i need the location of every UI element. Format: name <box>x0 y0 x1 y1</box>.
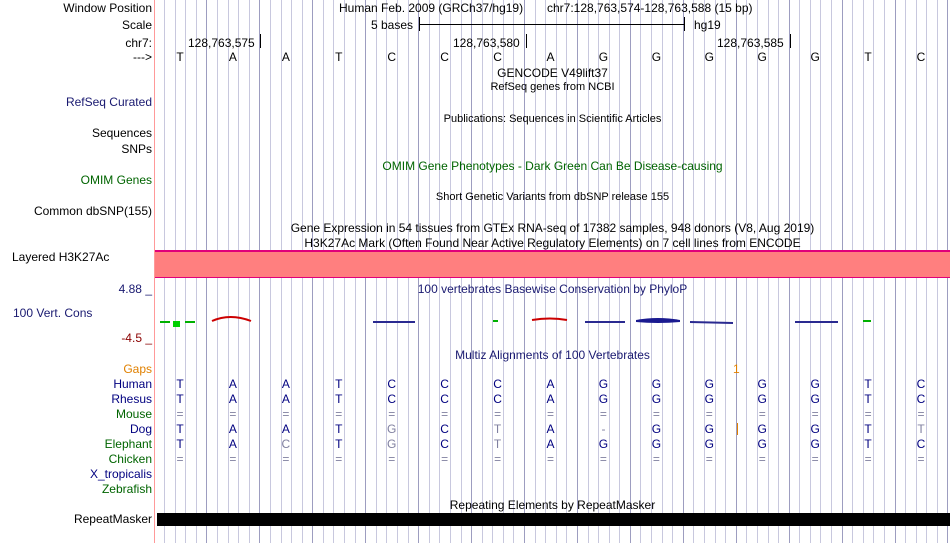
ref-base: T <box>335 50 343 64</box>
scale-label: Scale <box>121 18 152 32</box>
ref-base: T <box>864 50 872 64</box>
alignment-base: G <box>651 422 662 436</box>
ref-base: A <box>228 50 237 64</box>
alignment-base: = <box>282 407 290 421</box>
alignment-base: A <box>228 422 237 436</box>
alignment-base: T <box>864 392 872 406</box>
alignment-base: A <box>281 377 290 391</box>
alignment-base: G <box>651 437 662 451</box>
alignment-base: A <box>546 437 555 451</box>
repeatmasker-label[interactable]: RepeatMasker <box>73 512 152 526</box>
alignment-base: G <box>387 422 397 436</box>
alignment-base: G <box>757 437 767 451</box>
publications-track-title[interactable]: Publications: Sequences in Scientific Articles <box>443 113 662 125</box>
alignment-base: = <box>282 452 290 466</box>
chrom-label: chr7: <box>125 36 152 50</box>
alignment-base: C <box>440 392 449 406</box>
phylop-peak <box>212 317 251 321</box>
alignment-base: C <box>387 377 397 391</box>
alignment-base: = <box>229 407 237 421</box>
alignment-base: = <box>705 452 713 466</box>
alignment-base: G <box>704 437 714 451</box>
alignment-base: A <box>546 392 555 406</box>
scale-db: hg19 <box>694 18 721 32</box>
sequences-label[interactable]: Sequences <box>91 126 152 140</box>
alignment-base: T <box>335 422 343 436</box>
alignment-base: C <box>387 392 397 406</box>
tick-mark-2 <box>526 34 527 48</box>
alignment-base: T <box>864 377 872 391</box>
ref-base: G <box>651 50 662 64</box>
window-position-label: Window Position <box>63 1 152 15</box>
species-label[interactable]: Mouse <box>115 407 152 421</box>
phylop-peak <box>636 318 680 323</box>
alignment-base: = <box>335 407 343 421</box>
alignment-base: G <box>810 392 820 406</box>
alignment-base: T <box>493 422 502 436</box>
alignment-base: G <box>598 437 609 451</box>
alignment-base: G <box>757 377 767 391</box>
alignment-base: G <box>704 392 714 406</box>
cons-max-label: 4.88 _ <box>118 282 152 296</box>
alignment-base: T <box>335 392 343 406</box>
alignment-base: G <box>651 392 662 406</box>
alignment-base: T <box>176 392 184 406</box>
tick-label-1: 128,763,575 <box>188 36 255 50</box>
dog-insertion-mark <box>737 423 738 435</box>
alignment-base: = <box>864 452 872 466</box>
tick-label-3: 128,763,585 <box>717 36 784 50</box>
phylop-bar <box>160 321 170 323</box>
gaps-label[interactable]: Gaps <box>123 362 152 376</box>
alignment-base: C <box>440 422 449 436</box>
alignment-base: = <box>758 407 766 421</box>
alignment-base: = <box>546 407 554 421</box>
ref-base: C <box>440 50 449 64</box>
alignment-base: = <box>811 452 819 466</box>
phylop-bar <box>173 321 180 327</box>
alignment-base: G <box>387 437 397 451</box>
alignment-base: = <box>441 407 449 421</box>
alignment-base: = <box>599 407 607 421</box>
h3k27ac-track-title[interactable]: H3K27Ac Mark (Often Found Near Active Regulatory Elements) on 7 cell lines from ENCODE <box>304 236 801 250</box>
alignment-base: G <box>651 377 662 391</box>
species-label[interactable]: Dog <box>129 422 152 436</box>
phylop-wiggle[interactable] <box>155 308 950 330</box>
alignment-base: A <box>281 392 290 406</box>
phylop-bar <box>185 321 195 323</box>
alignment-base: A <box>228 392 237 406</box>
alignment-base: C <box>281 437 291 451</box>
scale-text: 5 bases <box>371 18 414 32</box>
repeatmasker-bar[interactable] <box>157 513 950 526</box>
alignment-base: = <box>441 452 449 466</box>
strand-label: ---> <box>133 50 152 64</box>
alignment-base: G <box>704 377 714 391</box>
omim-genes-label[interactable]: OMIM Genes <box>80 173 152 187</box>
alignment-base: = <box>494 452 502 466</box>
alignment-base: = <box>811 407 819 421</box>
alignment-base: = <box>388 407 396 421</box>
cons-min-label: -4.5 _ <box>121 331 152 345</box>
omim-track-title[interactable]: OMIM Gene Phenotypes - Dark Green Can Be Disease-causing <box>382 159 723 173</box>
alignment-base: = <box>229 452 237 466</box>
ref-base: G <box>810 50 820 64</box>
ref-base: G <box>704 50 714 64</box>
vert-cons-label[interactable]: 100 Vert. Cons <box>13 306 93 320</box>
alignment-base: = <box>758 452 766 466</box>
alignment-base: T <box>864 422 872 436</box>
alignment-base: = <box>917 452 925 466</box>
species-label[interactable]: Rhesus <box>111 392 152 406</box>
alignment-base: G <box>598 377 609 391</box>
scale-bar <box>420 24 684 25</box>
alignment-base: - <box>601 422 606 436</box>
alignment-base: = <box>652 407 660 421</box>
alignment-base: G <box>810 377 820 391</box>
ref-base: C <box>916 50 926 64</box>
alignment-base: C <box>440 437 449 451</box>
ref-base: G <box>598 50 609 64</box>
species-label[interactable]: Chicken <box>108 452 152 466</box>
ref-base: T <box>176 50 184 64</box>
tick-mark-3 <box>790 34 791 48</box>
alignment-base: A <box>546 422 555 436</box>
alignment-base: = <box>864 407 872 421</box>
multiz-track-title[interactable]: Multiz Alignments of 100 Vertebrates <box>455 348 650 362</box>
alignment-base: = <box>599 452 607 466</box>
layered-h3k27ac-label[interactable]: Layered H3K27Ac <box>12 250 110 264</box>
ref-base: C <box>387 50 397 64</box>
alignment-base: = <box>917 407 925 421</box>
alignment-base: = <box>705 407 713 421</box>
alignment-base: = <box>494 407 502 421</box>
alignment-base: G <box>598 392 609 406</box>
species-label[interactable]: X_tropicalis <box>89 467 152 481</box>
alignment-base: T <box>176 377 184 391</box>
alignment-base: = <box>335 452 343 466</box>
alignment-base: T <box>176 437 184 451</box>
phylop-bar <box>690 322 733 323</box>
alignment-base: A <box>228 377 237 391</box>
alignment-base: A <box>281 422 290 436</box>
alignment-base: G <box>704 422 714 436</box>
species-label[interactable]: Elephant <box>104 437 152 451</box>
alignment-base: G <box>757 422 767 436</box>
ref-base: G <box>757 50 767 64</box>
alignment-base: A <box>228 437 237 451</box>
alignment-base: T <box>493 437 502 451</box>
alignment-base: C <box>493 392 502 406</box>
alignment-base: T <box>335 377 343 391</box>
alignment-base: T <box>335 437 343 451</box>
alignment-base: = <box>388 452 396 466</box>
alignment-base: T <box>864 437 872 451</box>
repeat-track-title[interactable]: Repeating Elements by RepeatMasker <box>449 498 656 512</box>
alignment-base: T <box>176 422 184 436</box>
alignment-base: C <box>440 377 449 391</box>
phylop-track-title[interactable]: 100 vertebrates Basewise Conservation by PhyloP <box>417 282 688 296</box>
alignment-base: G <box>810 437 820 451</box>
gencode-track-title[interactable]: GENCODE V49lift37 <box>497 66 608 80</box>
species-label[interactable]: Zebrafish <box>101 482 152 496</box>
alignment-base: C <box>916 377 926 391</box>
alignment-base: G <box>757 392 767 406</box>
gaps-value: 1 <box>733 362 740 376</box>
ref-base: C <box>493 50 502 64</box>
h3k27ac-signal[interactable] <box>155 250 950 278</box>
snps-label[interactable]: SNPs <box>121 142 152 156</box>
alignment-base: C <box>493 377 502 391</box>
alignment-base: = <box>652 452 660 466</box>
alignment-base: = <box>546 452 554 466</box>
tick-mark-1 <box>260 34 261 48</box>
scale-bar-right <box>684 17 685 31</box>
species-label[interactable]: Human <box>113 377 152 391</box>
ref-base: A <box>281 50 290 64</box>
tick-label-2: 128,763,580 <box>453 36 520 50</box>
alignment-base: C <box>916 392 926 406</box>
assembly-text[interactable]: Human Feb. 2009 (GRCh37/hg19) <box>339 1 524 15</box>
refseq-curated-label[interactable]: RefSeq Curated <box>65 95 152 109</box>
alignment-base: = <box>176 407 184 421</box>
ref-base: A <box>546 50 555 64</box>
alignment-base: G <box>810 422 820 436</box>
common-dbsnp-label[interactable]: Common dbSNP(155) <box>33 204 152 218</box>
alignment-base: C <box>916 437 926 451</box>
phylop-peak <box>532 319 567 321</box>
alignment-base: A <box>546 377 555 391</box>
position-text[interactable]: chr7:128,763,574-128,763,588 (15 bp) <box>547 1 753 15</box>
alignment-base: = <box>176 452 184 466</box>
gtex-track-title[interactable]: Gene Expression in 54 tissues from GTEx RNA-seq of 17382 samples, 948 donors (V8, Aug 2019) <box>290 221 815 235</box>
refseq-track-title[interactable]: RefSeq genes from NCBI <box>490 81 615 93</box>
alignment-base: T <box>917 422 925 436</box>
dbsnp-track-title[interactable]: Short Genetic Variants from dbSNP release 155 <box>435 191 670 203</box>
